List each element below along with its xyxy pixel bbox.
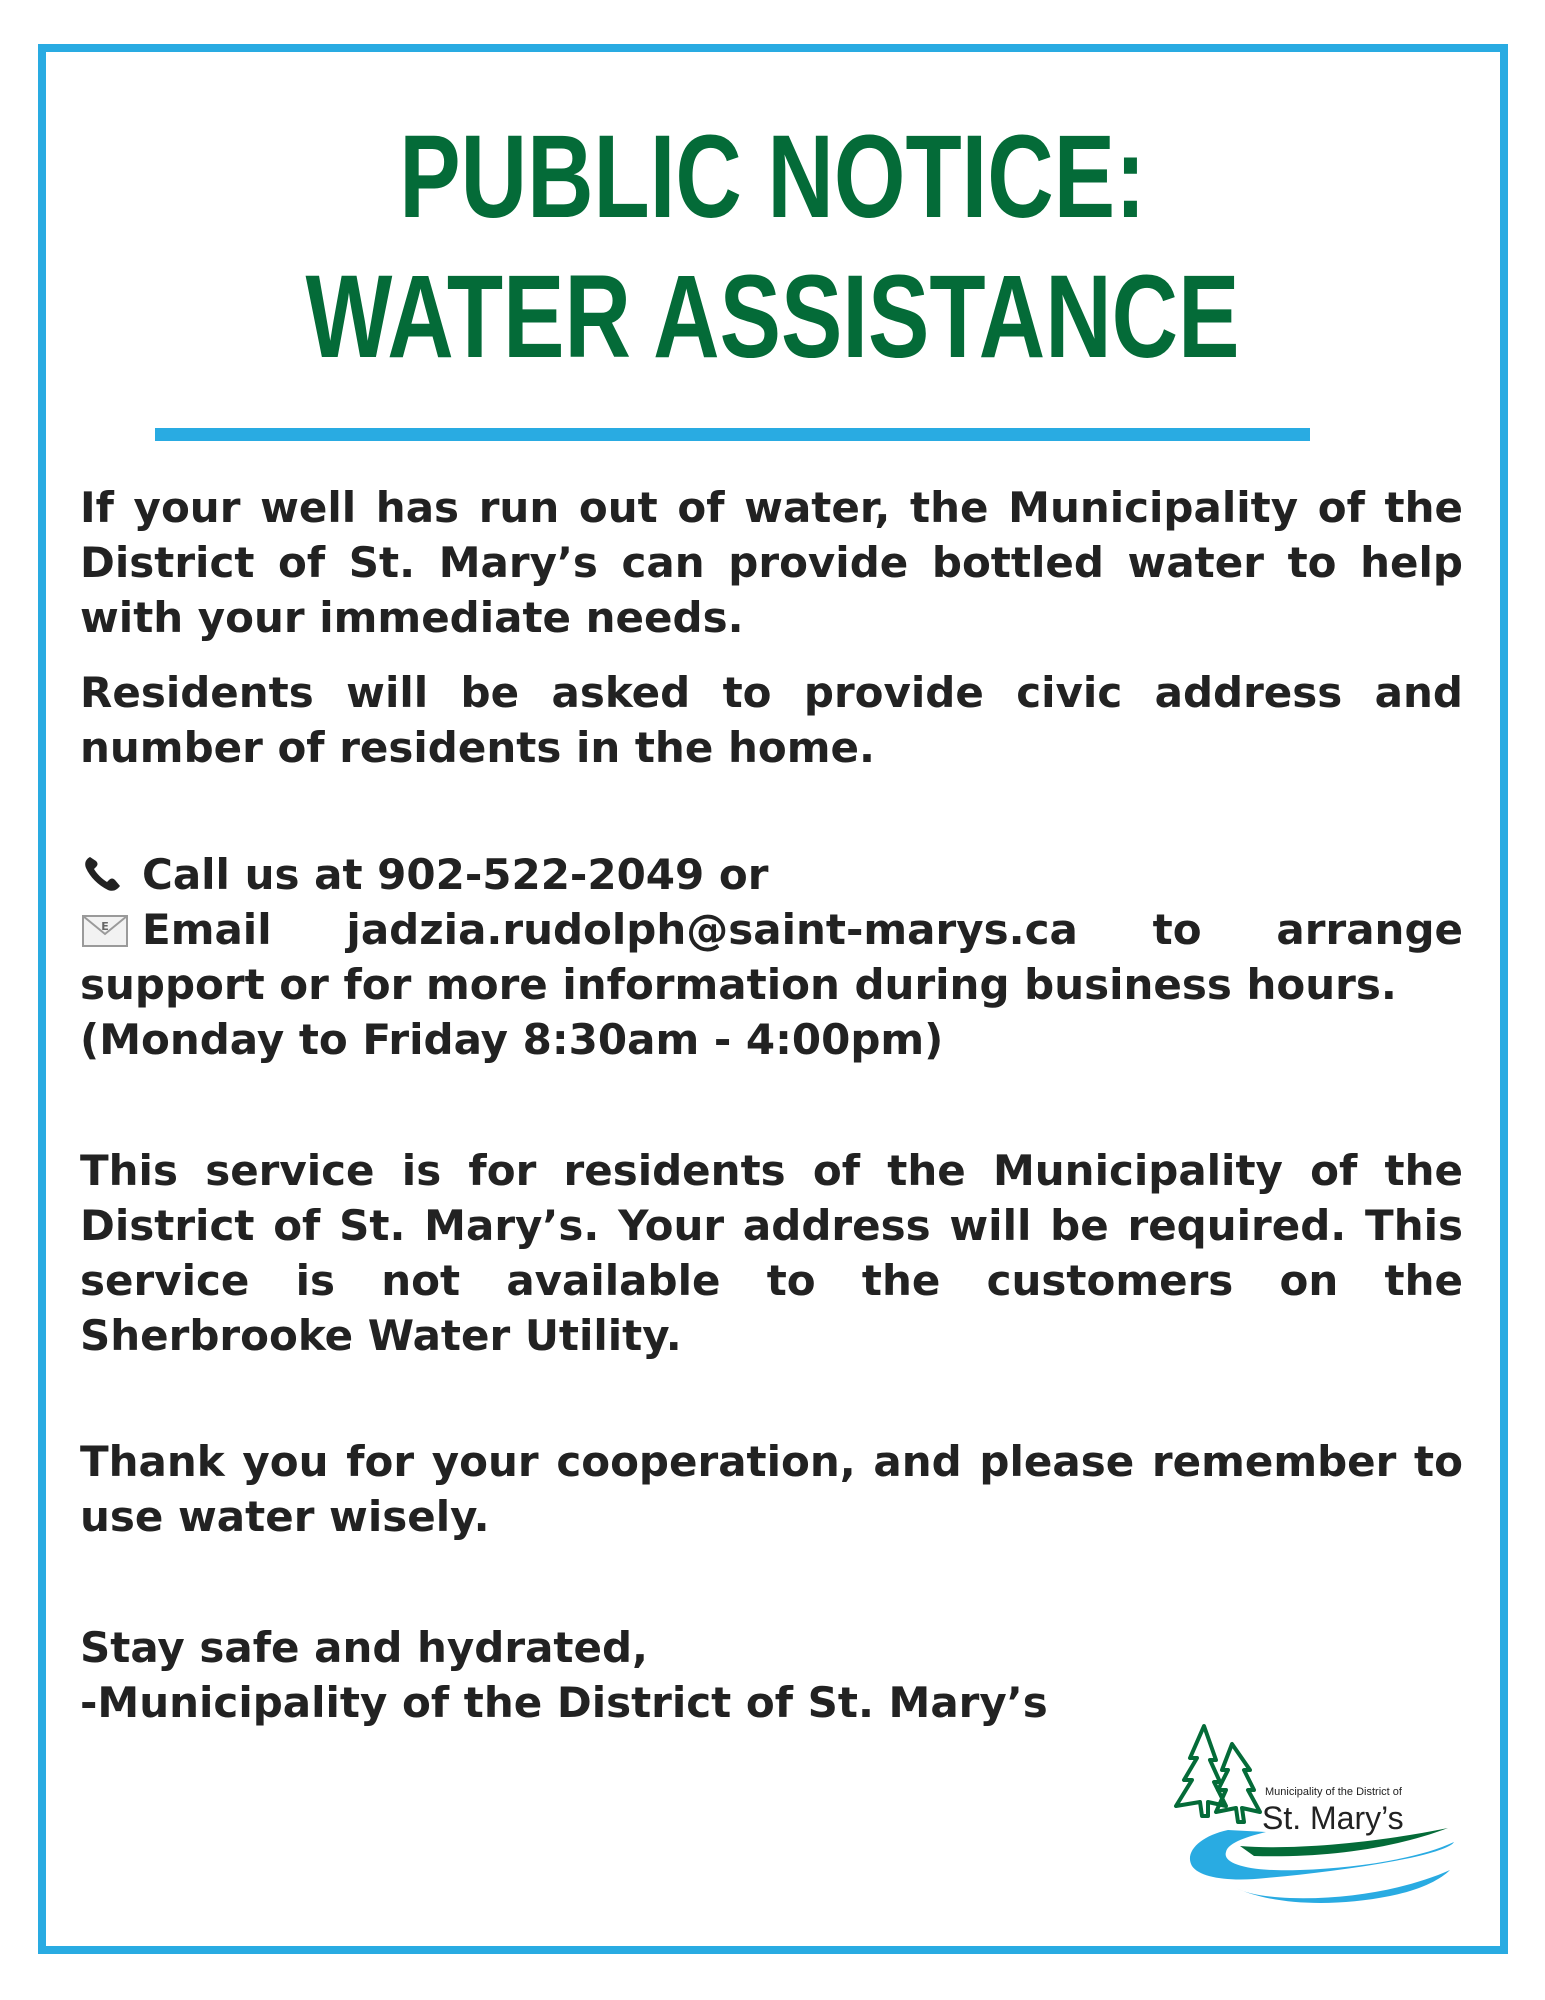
telephone-receiver-icon [80, 853, 130, 895]
call-text: Call us at 902-522-2049 or [142, 850, 769, 899]
closing-block [80, 1620, 1463, 1730]
envelope-email-icon [80, 908, 130, 950]
email-line [80, 902, 1463, 1012]
closing-greeting: Stay safe and hydrated, [80, 1623, 649, 1672]
title-divider [155, 428, 1310, 441]
eligibility-paragraph: This service is for residents of the Municipality of the District of St. Mary’s. Your address will be required. This service is not available to the customers on the Sherbrooke Water Utility. [80, 1146, 1463, 1360]
closing-signature: -Municipality of the District of St. Mary’s [80, 1678, 1048, 1727]
notice-title-line1: PUBLIC NOTICE: [399, 111, 1146, 243]
thank-you-paragraph: Thank you for your cooperation, and please remember to use water wisely. [80, 1437, 1463, 1541]
intro-paragraph: If your well has run out of water, the Municipality of the District of St. Mary’s can provide bottled water to help with your immediate needs. [80, 483, 1463, 642]
logo-name-text: St. Mary’s [1262, 1800, 1404, 1836]
svg-text:E: E [101, 920, 109, 933]
email-text: Email jadzia.rudolph@saint-marys.ca to arrange support or for more information during business hours. [80, 905, 1463, 1009]
requirements-paragraph: Residents will be asked to provide civic address and number of residents in the home. [80, 668, 1463, 772]
contact-block [80, 847, 1463, 1067]
call-line [80, 847, 1463, 902]
logo-small-text: Municipality of the District of [1265, 1786, 1402, 1798]
hours-line: (Monday to Friday 8:30am - 4:00pm) [80, 1015, 944, 1064]
notice-title-line2: WATER ASSISTANCE [305, 251, 1240, 383]
